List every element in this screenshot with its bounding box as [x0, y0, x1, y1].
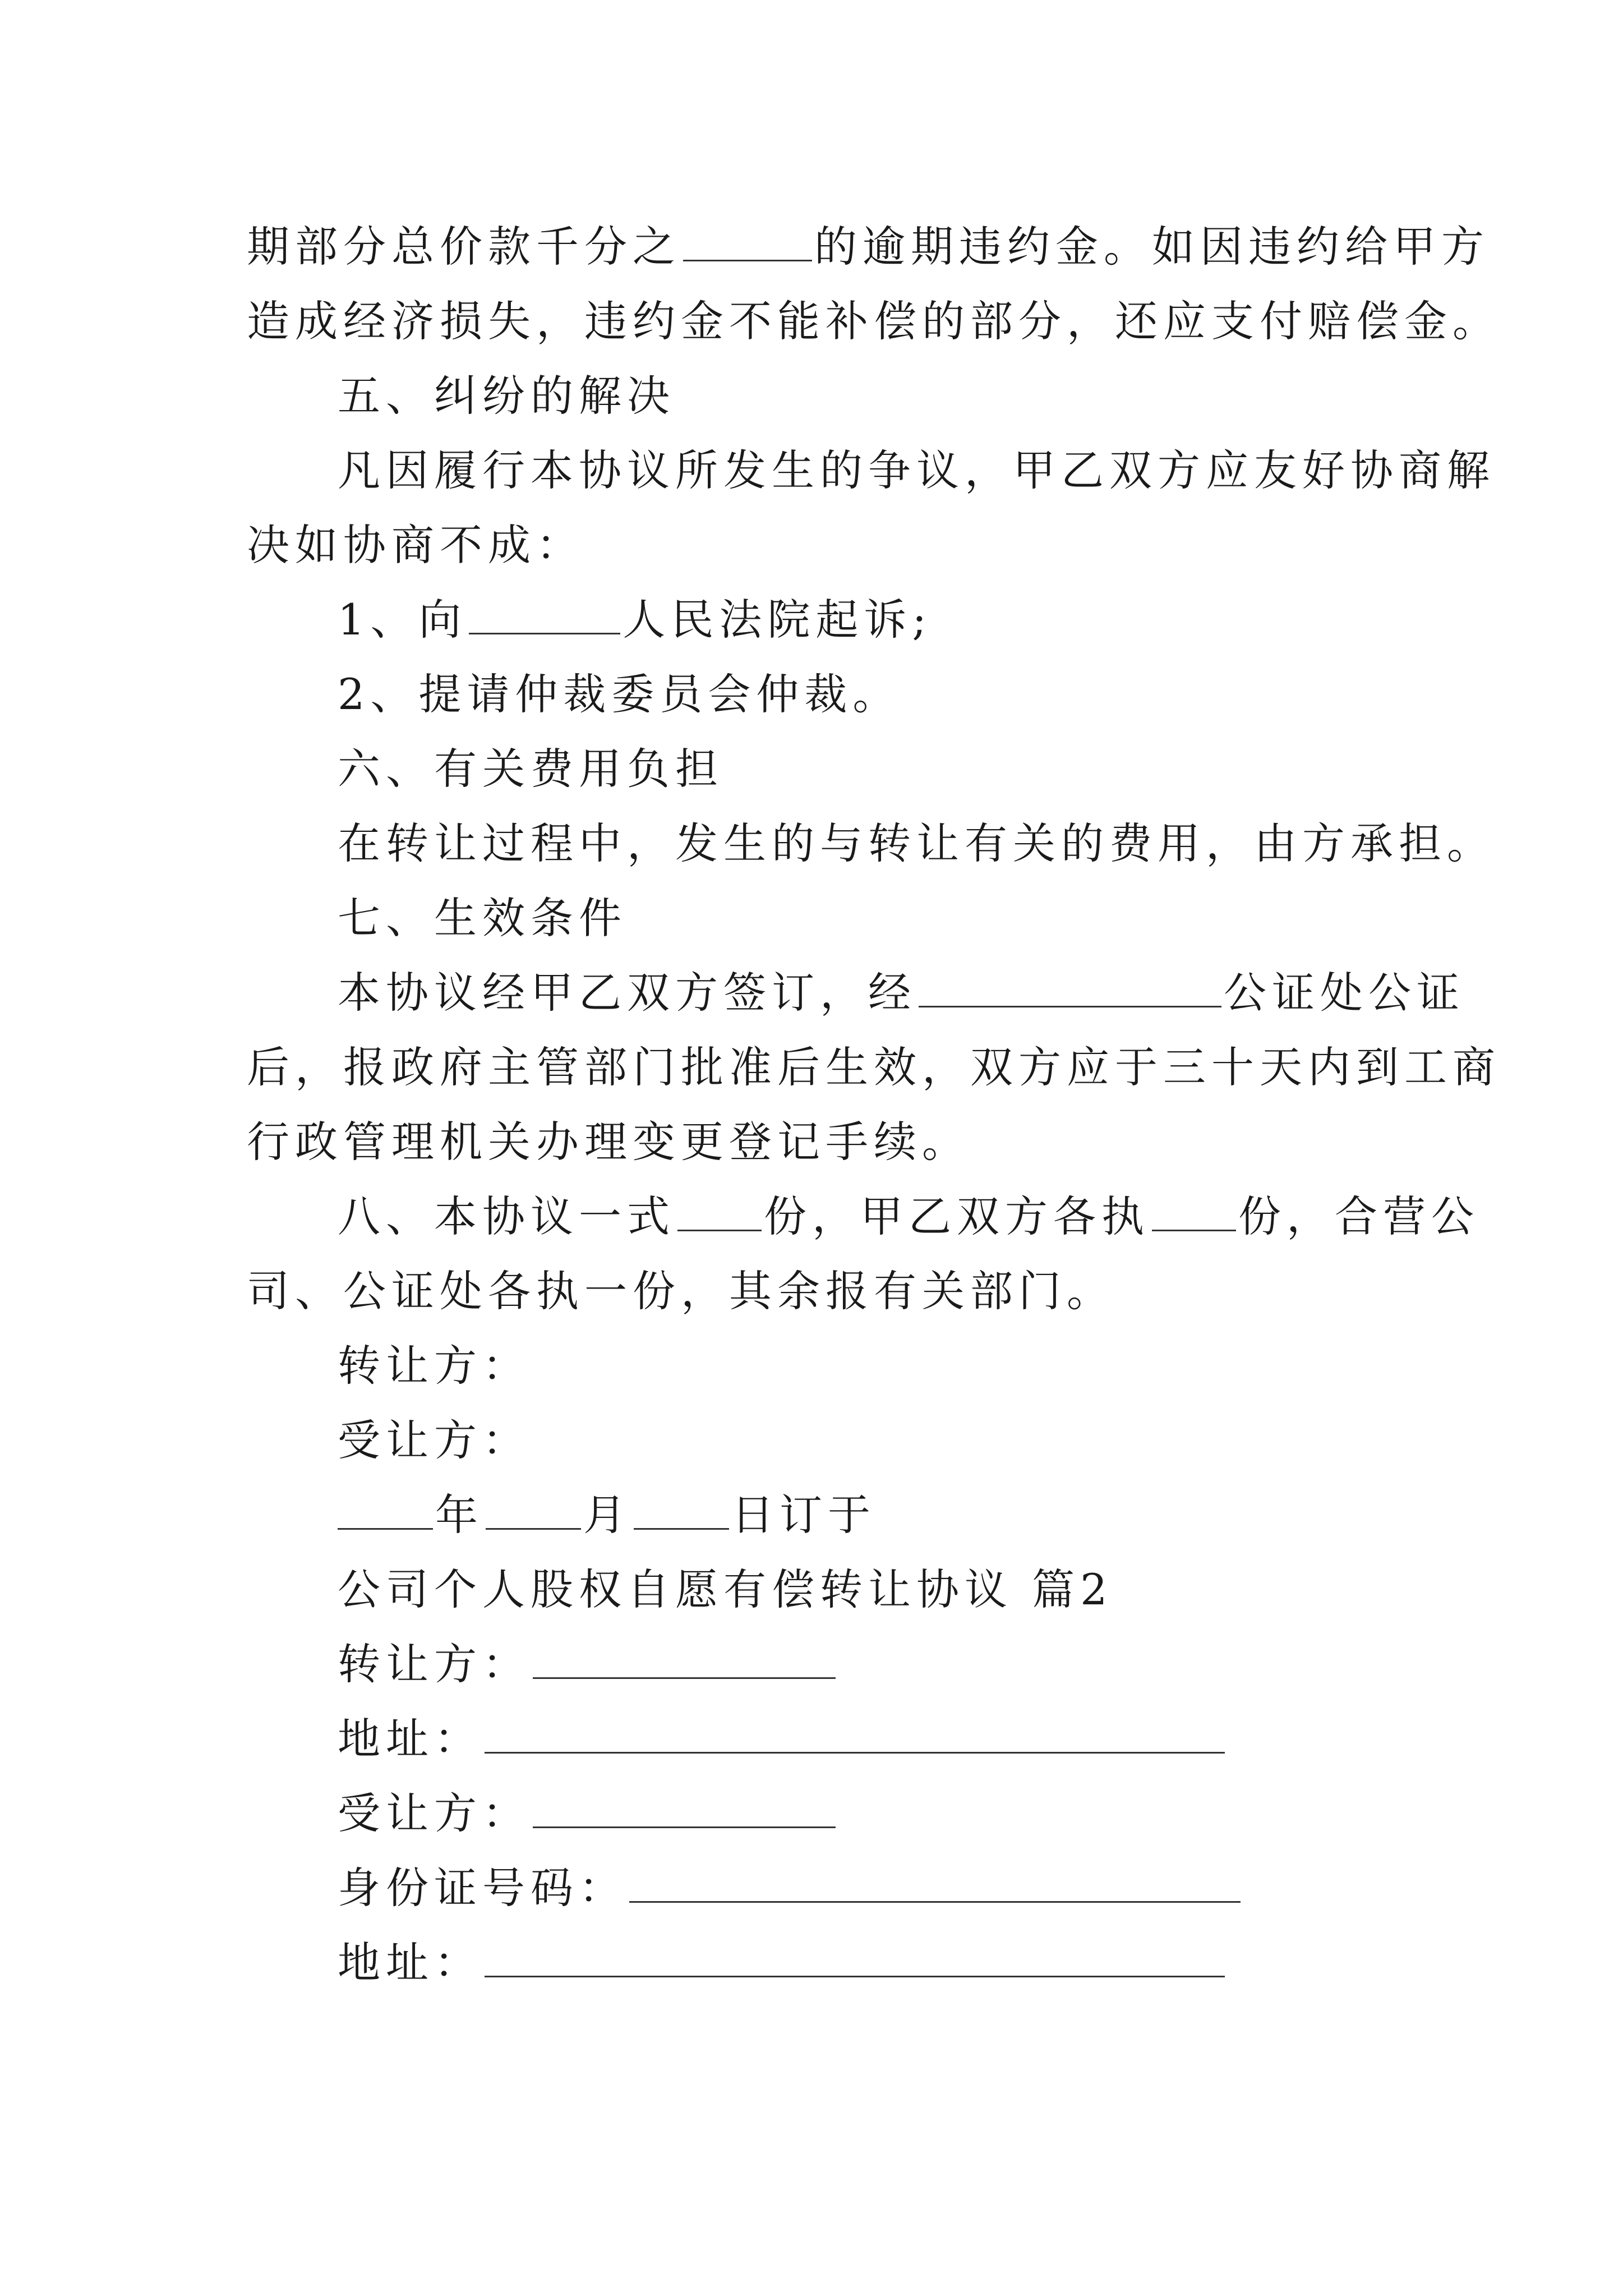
- text-line: 决如协商不成：: [247, 520, 584, 570]
- text-line: 2、提请仲裁委员会仲裁。: [338, 669, 901, 719]
- text-segment: 份，甲乙双方各执: [764, 1191, 1150, 1241]
- text-line: 行政管理机关办理变更登记手续。: [247, 1117, 970, 1167]
- text-line: 后，报政府主管部门批准后生效，双方应于三十天内到工商: [247, 1042, 1501, 1092]
- transferee-field[interactable]: [533, 1787, 836, 1828]
- form-field: [338, 1631, 838, 1698]
- text-segment: 月: [583, 1490, 631, 1540]
- text-segment: 八、本协议一式: [338, 1191, 675, 1241]
- form-field: [338, 1780, 838, 1847]
- form-field: [338, 1705, 1227, 1773]
- text-line: [338, 1183, 1479, 1250]
- month-blank[interactable]: [486, 1489, 581, 1530]
- court-blank[interactable]: [469, 593, 620, 634]
- text-segment: 的逾期违约金。如因违约给甲方: [814, 222, 1490, 272]
- day-blank[interactable]: [634, 1489, 729, 1530]
- text-segment: 日订于: [731, 1490, 876, 1540]
- text-segment: 人民法院起诉;: [623, 595, 932, 645]
- text-segment: 1、向: [338, 595, 467, 645]
- signature-label: 受让方：: [338, 1415, 531, 1465]
- text-segment: 本协议经甲乙双方签订，经: [338, 968, 916, 1018]
- section-heading: 七、生效条件: [338, 893, 627, 943]
- notary-blank[interactable]: [919, 967, 1221, 1007]
- document-title: 公司个人股权自愿有偿转让协议 篇2: [338, 1565, 1113, 1614]
- text-line: [338, 959, 1465, 1027]
- form-field: [338, 1855, 1243, 1922]
- section-heading: 五、纠纷的解决: [338, 371, 675, 421]
- text-line: 凡因履行本协议所发生的争议，甲乙双方应友好协商解: [338, 445, 1495, 495]
- year-blank[interactable]: [338, 1489, 433, 1530]
- field-label: 受让方：: [338, 1788, 531, 1838]
- text-segment: 年: [435, 1490, 483, 1540]
- date-line: [338, 1481, 876, 1549]
- address-field[interactable]: [485, 1713, 1225, 1754]
- field-label: 身份证号码：: [338, 1863, 627, 1913]
- text-segment: 公证处公证: [1224, 968, 1465, 1018]
- text-line: 司、公证处各执一份，其余报有关部门。: [247, 1266, 1115, 1316]
- copies-blank[interactable]: [677, 1190, 762, 1231]
- text-line: 造成经济损失，违约金不能补偿的部分，还应支付赔偿金。: [247, 296, 1501, 346]
- id-number-field[interactable]: [629, 1862, 1241, 1903]
- signature-label: 转让方：: [338, 1341, 531, 1391]
- transferor-field[interactable]: [533, 1638, 836, 1679]
- field-label: 转让方：: [338, 1639, 531, 1689]
- text-line: 在转让过程中，发生的与转让有关的费用，由方承担。: [338, 818, 1495, 868]
- text-line: [338, 586, 932, 654]
- text-line: [247, 213, 1490, 280]
- text-segment: 份，合营公: [1238, 1191, 1479, 1241]
- text-segment: 期部分总价款千分之: [247, 222, 681, 272]
- copies-each-blank[interactable]: [1152, 1190, 1236, 1231]
- form-field: [338, 1929, 1227, 1996]
- field-label: 地址：: [338, 1714, 482, 1764]
- section-heading: 六、有关费用负担: [338, 744, 723, 794]
- address-field[interactable]: [485, 1936, 1225, 1977]
- fill-in-blank[interactable]: [683, 220, 812, 261]
- field-label: 地址：: [338, 1938, 482, 1987]
